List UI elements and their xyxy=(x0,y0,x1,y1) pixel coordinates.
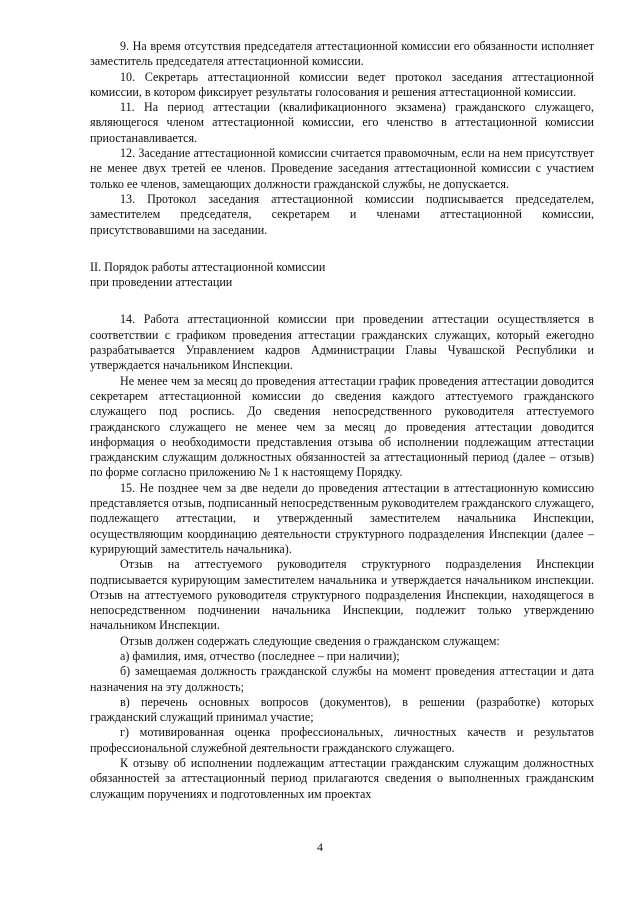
list-item-v: в) перечень основных вопросов (документов), в решении (разработке) которых гражданский служащий принимал участие; xyxy=(90,694,594,725)
paragraph-item-14: 14. Работа аттестационной комиссии при проведении аттестации осуществляется в соответствии с графиком проведения аттестации гражданских служащих, который ежегодно разрабатывается Управлением кадров Администрации Главы Чувашской Республики и утверждается начальником Инспекции. xyxy=(90,312,594,373)
paragraph-item-12: 12. Заседание аттестационной комиссии считается правомочным, если на нем присутствует не менее двух третей ее членов. Проведение заседания аттестационной комиссии с участием только ее членов, замещающих должности гражданской службы, не допускается. xyxy=(90,146,594,191)
paragraph-item-10: 10. Секретарь аттестационной комиссии ведет протокол заседания аттестационной комиссии, в котором фиксирует результаты голосования и решения аттестационной комиссии. xyxy=(90,69,594,99)
paragraph-attachments: К отзыву об исполнении подлежащим аттестации гражданским служащим должностных обязанностей за аттестационный период прилагаются сведения о выполненных гражданским служащим поручениях и подготовленных им проектах xyxy=(90,756,594,801)
section-heading-line-1: II. Порядок работы аттестационной комиссии xyxy=(90,259,326,274)
paragraph-review-contents: Отзыв должен содержать следующие сведения о гражданском служащем: xyxy=(120,633,500,648)
section-heading-line-2: при проведении аттестации xyxy=(90,275,233,290)
list-item-g: г) мотивированная оценка профессиональных, личностных качеств и результатов профессиональной служебной деятельности гражданского служащего. xyxy=(90,725,594,755)
list-item-b: б) замещаемая должность гражданской службы на момент проведения аттестации и дата назначения на эту должность; xyxy=(90,664,594,694)
section-heading xyxy=(90,260,594,291)
paragraph-item-13: 13. Протокол заседания аттестационной комиссии подписывается председателем, заместителем председателя, секретарем и членами аттестационной комиссии, присутствовавшими на заседании. xyxy=(90,191,594,237)
document-body xyxy=(90,39,594,802)
page-number: 4 xyxy=(317,840,323,854)
paragraph-item-15: 15. Не позднее чем за две недели до проведения аттестации в аттестационную комиссию представляется отзыв, подписанный непосредственным руководителем гражданского служащего, подлежащего аттестации, и утвержденный заместителем начальника Инспекции, осуществляющим координацию деятельности структурного подразделения Инспекции (далее – курирующий заместитель начальника). xyxy=(90,480,594,556)
list-item-a: а) фамилия, имя, отчество (последнее – при наличии); xyxy=(120,648,400,663)
paragraph-item-9: 9. На время отсутствия председателя аттестационной комиссии его обязанности исполняет заместитель председателя аттестационной комиссии. xyxy=(90,39,594,69)
paragraph-item-11: 11. На период аттестации (квалификационного экзамена) гражданского служащего, являющегося членом аттестационной комиссии, его членство в аттестационной комиссии приостанавливается. xyxy=(90,100,594,145)
paragraph-schedule-notice: Не менее чем за месяц до проведения аттестации график проведения аттестации доводится секретарем аттестационной комиссии до сведения каждого аттестуемого гражданского служащего под роспись. До сведения непосредственного руководителя аттестуемого гражданского служащего не менее чем за месяц до проведения аттестации доводится информация о необходимости представления отзыва об исполнении подлежащим аттестации гражданским служащим должностных обязанностей за аттестационный период (далее – отзыв) по форме согласно приложению № 1 к настоящему Порядку. xyxy=(90,373,594,480)
paragraph-review-signing: Отзыв на аттестуемого руководителя структурного подразделения Инспекции подписывается курирующим заместителем начальника и утверждается начальником инспекции. Отзыв на аттестуемого руководителя структурного подразделения Инспекции, находящегося в непосредственном подчинении начальника Инспекции, подлежит только утверждению начальником Инспекции. xyxy=(90,557,594,633)
